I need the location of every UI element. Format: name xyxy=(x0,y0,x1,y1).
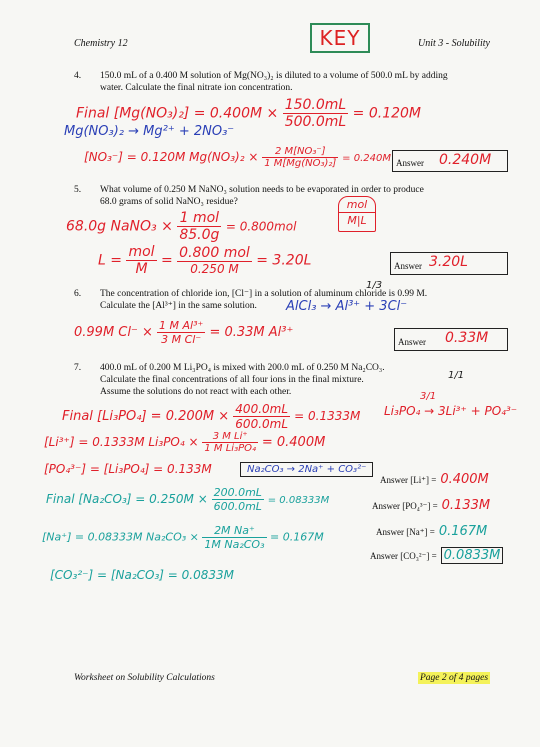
denominator: 1M Na₂CO₃ xyxy=(204,538,265,551)
work-result: = 0.1333M xyxy=(294,409,361,423)
fraction xyxy=(177,210,221,243)
question-text-line: water. Calculate the final nitrate ion concentration. xyxy=(100,83,293,93)
q6-ratio-note: 1/3 xyxy=(366,280,383,291)
page-number-highlight: Page 2 of 4 pages xyxy=(420,673,489,683)
answer-label: Answer xyxy=(398,337,426,347)
answer-value: 0.33M xyxy=(445,330,489,346)
question-text-line: Calculate the [Al³⁺] in the same solution. xyxy=(100,301,257,311)
question-number: 6. xyxy=(74,289,82,299)
question-text-line: 68.0 grams of solid NaNO₃ residue? xyxy=(100,197,238,207)
numerator: 1 mol xyxy=(177,210,221,227)
work-text: 0.99M Cl⁻ × xyxy=(74,325,153,340)
numerator: 200.0mL xyxy=(213,486,262,499)
fraction xyxy=(157,319,205,346)
work-result: = 0.120M xyxy=(352,105,422,122)
answer-label: Answer [CO₃²⁻] = xyxy=(370,551,437,561)
question-text-line: 400.0 mL of 0.200 M Li₃PO₄ is mixed with 200.0 mL of 0.250 M Na₂CO₃. xyxy=(100,363,385,373)
numerator: 1 M Al³⁺ xyxy=(159,319,204,332)
q7-work-line-4 xyxy=(46,486,329,513)
work-text: Final [Na₂CO₃] = 0.250M × xyxy=(46,492,208,506)
answer-label: Answer [PO₄³⁻] = xyxy=(372,501,438,511)
fraction xyxy=(283,97,349,130)
numerator: mol xyxy=(128,244,155,260)
answer-key-stamp: KEY xyxy=(310,23,370,53)
work-text: Final [Mg(NO₃)₂] = 0.400M × xyxy=(76,105,279,122)
denominator: 1 M Li₃PO₄ xyxy=(204,443,257,454)
work-result: = 3.20L xyxy=(256,252,312,269)
q7-ratio-note-1: 1/1 xyxy=(448,370,465,381)
unit-title: Unit 3 - Solubility xyxy=(418,38,490,49)
work-result: = 0.08333M xyxy=(267,495,330,506)
work-result: = 0.33M Al³⁺ xyxy=(209,325,294,340)
triangle-top: mol xyxy=(339,197,375,213)
answer-row xyxy=(380,470,489,488)
denominator: 500.0mL xyxy=(284,114,347,130)
q7-work-line-6: [CO₃²⁻] = [Na₂CO₃] = 0.0833M xyxy=(50,568,234,582)
numerator: 400.0mL xyxy=(235,402,289,416)
question-text-line: Calculate the final concentrations of all four ions in the final mixture. xyxy=(100,375,364,385)
footer-page-number xyxy=(418,673,490,683)
course-title: Chemistry 12 xyxy=(74,38,128,49)
q5-work-line-1 xyxy=(66,210,296,243)
q5-work-line-2: L = $\frac{\text{mol}}{M}$ = $\frac{\text{0.800 mol}}{0.250 M}$ = 3.20L xyxy=(98,244,312,277)
q7-work-line-5 xyxy=(42,524,324,551)
denominator: 85.0g xyxy=(179,227,220,243)
fraction xyxy=(202,431,258,454)
answer-box-q5 xyxy=(390,252,508,275)
mol-triangle xyxy=(338,196,376,232)
numerator: 2 M[NO₃⁻] xyxy=(262,146,338,158)
work-text: 68.0g NaNO₃ × xyxy=(66,218,173,235)
q4-dissociation-equation: Mg(NO₃)₂ → Mg²⁺ + 2NO₃⁻ xyxy=(64,124,235,139)
q4-work-line-3 xyxy=(84,146,391,169)
q7-dissociation-equation-1: Li₃PO₄ → 3Li³⁺ + PO₄³⁻ xyxy=(384,404,518,418)
answer-value: 0.133M xyxy=(441,498,491,513)
q7-work-line-3: [PO₄³⁻] = [Li₃PO₄] = 0.133M xyxy=(44,462,212,476)
answer-value: 3.20L xyxy=(429,254,468,270)
work-text: [Na⁺] = 0.08333M Na₂CO₃ × xyxy=(42,530,199,544)
answer-value: 0.0833M xyxy=(441,547,504,564)
fraction xyxy=(262,146,338,169)
answer-value: 0.240M xyxy=(439,152,492,168)
work-result: = 0.400M xyxy=(261,435,326,450)
q7-ratio-note-2: 3/1 xyxy=(420,391,437,402)
work-result: = 0.800mol xyxy=(225,219,297,234)
work-text: [Li³⁺] = 0.1333M Li₃PO₄ × xyxy=(44,435,199,449)
work-result: = 0.240M xyxy=(342,153,391,164)
answer-box-q6 xyxy=(394,328,508,351)
question-text-line: Assume the solutions do not react with each other. xyxy=(100,387,292,397)
numerator: 150.0mL xyxy=(284,97,347,113)
answer-value: 0.400M xyxy=(440,472,489,487)
question-number: 5. xyxy=(74,185,82,195)
work-text: [NO₃⁻] = 0.120M Mg(NO₃)₂ × xyxy=(84,150,259,164)
work-text: Final [Li₃PO₄] = 0.200M × xyxy=(62,409,230,424)
q7-dissociation-equation-2: Na₂CO₃ → 2Na⁺ + CO₃²⁻ xyxy=(240,462,373,477)
denominator: 600.0mL xyxy=(235,417,289,431)
q7-work-line-2 xyxy=(44,431,325,454)
q6-work-line-1 xyxy=(74,319,293,346)
denominator: 1 M[Mg(NO₃)₂] xyxy=(264,158,337,169)
question-text-line: What volume of 0.250 M NaNO₃ solution needs to be evaporated in order to produce xyxy=(100,185,424,195)
question-text-line: The concentration of chloride ion, [Cl⁻] in a solution of aluminum chloride is 0.99 M. xyxy=(100,289,428,299)
fraction xyxy=(233,402,290,431)
fraction xyxy=(202,524,266,551)
fraction xyxy=(126,244,156,277)
fraction xyxy=(212,486,264,513)
answer-box-q4 xyxy=(392,150,508,172)
question-number: 4. xyxy=(74,71,82,81)
q6-dissociation-equation: AlCl₃ → Al³⁺ + 3Cl⁻ xyxy=(286,299,408,314)
denominator: M xyxy=(135,261,148,277)
answer-row xyxy=(372,496,490,514)
q7-work-line-1 xyxy=(62,402,360,431)
work-text: L = xyxy=(98,252,122,269)
denominator: 3 M Cl⁻ xyxy=(161,333,202,346)
work-result: = 0.167M xyxy=(270,530,324,544)
question-text-line: 150.0 mL of a 0.400 M solution of Mg(NO₃)₂ is diluted to a volume of 500.0 mL by adding xyxy=(100,71,448,81)
numerator: 2M Na⁺ xyxy=(202,524,266,538)
answer-label: Answer [Na⁺] = xyxy=(376,527,435,537)
denominator: 0.250 M xyxy=(190,262,239,276)
answer-row xyxy=(370,546,503,564)
denominator: 600.0mL xyxy=(213,500,262,513)
answer-value: 0.167M xyxy=(438,524,488,539)
triangle-bottom: M|L xyxy=(347,214,367,227)
footer-worksheet-title: Worksheet on Solubility Calculations xyxy=(74,673,215,683)
answer-row xyxy=(376,522,487,540)
numerator: 3 M Li⁺ xyxy=(202,431,258,443)
fraction xyxy=(177,245,252,276)
answer-label: Answer xyxy=(396,158,424,168)
answer-label: Answer xyxy=(394,261,422,271)
answer-label: Answer [Li⁺] = xyxy=(380,475,437,485)
numerator: 0.800 mol xyxy=(179,245,250,261)
question-number: 7. xyxy=(74,363,82,373)
